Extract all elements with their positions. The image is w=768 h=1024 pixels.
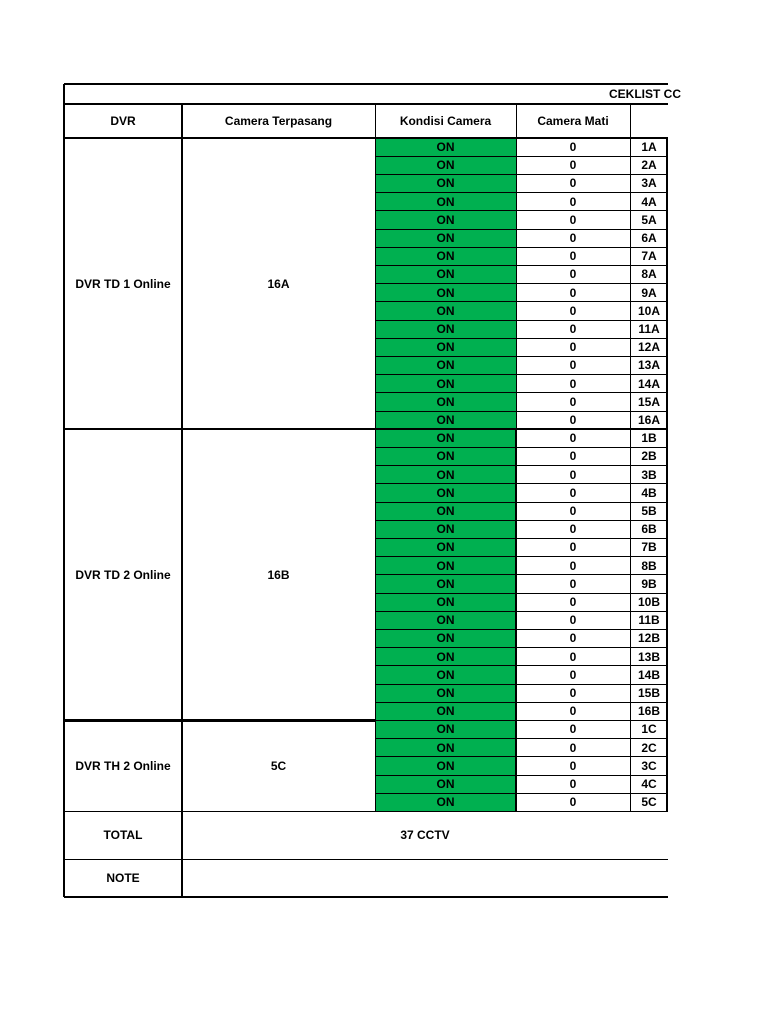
camera-id: 9B (641, 576, 657, 591)
camera-id: 4B (641, 485, 657, 500)
camera-status: ON (375, 684, 516, 702)
camera-id: 14B (637, 667, 660, 682)
camera-dead-count: 0 (569, 303, 577, 318)
camera-installed-count: 16A (267, 276, 290, 291)
grid-line (375, 283, 668, 284)
grid-line (64, 428, 375, 430)
camera-dead-count: 0 (569, 686, 577, 701)
camera-dead-count: 0 (569, 249, 577, 264)
camera-id: 11B (638, 613, 660, 628)
camera-id: 4A (641, 194, 657, 209)
camera-id: 16A (637, 413, 660, 428)
camera-status: ON (375, 411, 516, 429)
camera-dead-count: 0 (569, 231, 577, 246)
grid-line (375, 793, 668, 794)
camera-status: ON (375, 666, 516, 684)
total-label: TOTAL (103, 828, 143, 843)
camera-dead-count: 0 (569, 158, 577, 173)
grid-line (375, 684, 668, 685)
camera-dead-count: 0 (569, 595, 577, 610)
camera-status: ON (375, 174, 516, 192)
camera-id: 11A (638, 322, 660, 337)
grid-line (375, 210, 668, 211)
grid-line (375, 538, 668, 539)
camera-dead-count: 0 (569, 413, 577, 428)
grid-line (375, 593, 668, 594)
camera-id: 6A (641, 231, 657, 246)
camera-id: 6B (641, 522, 657, 537)
camera-dead-count: 0 (569, 795, 577, 810)
grid-line (375, 720, 668, 722)
camera-id: 1C (641, 722, 657, 737)
grid-line (375, 611, 668, 612)
grid-line (64, 83, 668, 85)
grid-line (666, 138, 668, 811)
total-value: 37 CCTV (400, 828, 450, 843)
camera-dead-count: 0 (569, 212, 577, 227)
camera-id: 12B (637, 631, 660, 646)
camera-dead-count: 0 (569, 740, 577, 755)
header-dvr: DVR (110, 114, 136, 128)
grid-line (64, 719, 375, 722)
camera-dead-count: 0 (569, 576, 577, 591)
camera-id: 10A (637, 303, 660, 318)
grid-line (64, 811, 668, 813)
camera-status: ON (375, 739, 516, 757)
camera-dead-count: 0 (569, 176, 577, 191)
camera-status: ON (375, 520, 516, 538)
grid-line (375, 392, 668, 393)
camera-id: 7B (641, 540, 657, 555)
grid-line (375, 192, 668, 193)
grid-line (375, 775, 668, 776)
camera-id: 16B (637, 704, 660, 719)
camera-status: ON (375, 484, 516, 502)
grid-line (375, 229, 668, 230)
grid-line (375, 665, 668, 666)
note-value (182, 859, 668, 897)
camera-status: ON (375, 757, 516, 775)
camera-id: 5A (641, 212, 657, 227)
camera-id: 7A (641, 249, 657, 264)
camera-dead-count: 0 (569, 631, 577, 646)
camera-status: ON (375, 284, 516, 302)
grid-line (630, 104, 631, 811)
grid-line (375, 265, 668, 266)
grid-line (64, 137, 668, 139)
camera-status: ON (375, 793, 516, 811)
camera-status: ON (375, 775, 516, 793)
dvr-name: DVR TD 1 Online (75, 276, 171, 291)
camera-status: ON (375, 193, 516, 211)
grid-line (375, 629, 668, 630)
camera-status: ON (375, 502, 516, 520)
grid-line (375, 502, 668, 503)
camera-status: ON (375, 611, 516, 629)
camera-status: ON (375, 447, 516, 465)
camera-dead-count: 0 (569, 777, 577, 792)
camera-dead-count: 0 (569, 667, 577, 682)
grid-line (64, 859, 668, 861)
camera-status: ON (375, 356, 516, 374)
camera-dead-count: 0 (569, 322, 577, 337)
camera-dead-count: 0 (569, 540, 577, 555)
grid-line (375, 411, 668, 412)
grid-line (375, 374, 668, 375)
header-camera-id (630, 104, 668, 138)
camera-id: 4C (641, 777, 657, 792)
camera-status: ON (375, 702, 516, 720)
camera-dead-count: 0 (569, 758, 577, 773)
grid-line (375, 556, 668, 557)
camera-status: ON (375, 211, 516, 229)
camera-id: 3B (641, 467, 657, 482)
note-label: NOTE (106, 871, 140, 886)
header-kondisi-camera: Kondisi Camera (399, 114, 492, 128)
camera-status: ON (375, 320, 516, 338)
grid-line (375, 104, 376, 811)
camera-id: 1A (641, 140, 657, 155)
grid-line (375, 483, 668, 484)
grid-line (375, 156, 668, 157)
camera-status: ON (375, 247, 516, 265)
camera-id: 8B (641, 558, 657, 573)
grid-line (375, 647, 668, 648)
sheet-title-row (64, 84, 681, 104)
camera-id: 9A (641, 285, 657, 300)
camera-id: 12A (637, 340, 660, 355)
camera-id: 14A (637, 376, 660, 391)
camera-dead-count: 0 (569, 285, 577, 300)
grid-line (375, 702, 668, 703)
camera-dead-count: 0 (569, 704, 577, 719)
camera-status: ON (375, 593, 516, 611)
camera-id: 13A (637, 358, 660, 373)
header-camera-terpasang: Camera Terpasang (224, 114, 333, 128)
camera-status: ON (375, 575, 516, 593)
camera-id: 3A (641, 176, 657, 191)
camera-id: 13B (637, 649, 660, 664)
camera-status: ON (375, 393, 516, 411)
grid-line (375, 465, 668, 466)
grid-line (375, 738, 668, 739)
camera-status: ON (375, 138, 516, 156)
camera-status: ON (375, 375, 516, 393)
grid-line (375, 520, 668, 521)
sheet-title: CEKLIST CC (609, 87, 681, 101)
camera-status: ON (375, 557, 516, 575)
camera-id: 5B (641, 504, 657, 519)
camera-dead-count: 0 (569, 485, 577, 500)
grid-line (375, 447, 668, 448)
header-camera-mati: Camera Mati (537, 114, 609, 128)
camera-status: ON (375, 538, 516, 556)
camera-dead-count: 0 (569, 522, 577, 537)
camera-status: ON (375, 156, 516, 174)
camera-dead-count: 0 (569, 340, 577, 355)
camera-status: ON (375, 229, 516, 247)
grid-line (375, 247, 668, 248)
camera-status: ON (375, 429, 516, 447)
camera-installed-count: 5C (270, 758, 287, 773)
camera-dead-count: 0 (569, 558, 577, 573)
camera-installed-count: 16B (267, 567, 290, 582)
camera-id: 15A (637, 394, 660, 409)
camera-dead-count: 0 (569, 613, 577, 628)
grid-line (63, 84, 65, 897)
camera-id: 2B (641, 449, 657, 464)
grid-line (64, 103, 668, 105)
camera-status: ON (375, 338, 516, 356)
camera-id: 3C (641, 758, 657, 773)
checklist-sheet (64, 84, 681, 904)
camera-dead-count: 0 (569, 267, 577, 282)
dvr-name: DVR TH 2 Online (75, 758, 171, 773)
camera-dead-count: 0 (569, 467, 577, 482)
camera-dead-count: 0 (569, 140, 577, 155)
grid-line (181, 104, 183, 897)
camera-id: 2A (641, 158, 657, 173)
camera-dead-count: 0 (569, 649, 577, 664)
camera-status: ON (375, 265, 516, 283)
grid-line (375, 428, 668, 430)
camera-status: ON (375, 648, 516, 666)
camera-dead-count: 0 (569, 431, 577, 446)
grid-line (375, 356, 668, 357)
grid-line (375, 174, 668, 175)
camera-id: 2C (641, 740, 657, 755)
camera-dead-count: 0 (569, 194, 577, 209)
grid-line (375, 301, 668, 302)
camera-id: 8A (641, 267, 657, 282)
grid-line (375, 338, 668, 339)
grid-line (515, 429, 517, 811)
dvr-name: DVR TD 2 Online (75, 567, 171, 582)
camera-status: ON (375, 466, 516, 484)
camera-status: ON (375, 720, 516, 738)
camera-status: ON (375, 629, 516, 647)
grid-line (375, 574, 668, 575)
camera-id: 1B (641, 431, 657, 446)
camera-dead-count: 0 (569, 358, 577, 373)
grid-line (64, 896, 668, 898)
camera-status: ON (375, 302, 516, 320)
camera-id: 15B (637, 686, 660, 701)
camera-id: 5C (641, 795, 657, 810)
grid-line (375, 756, 668, 757)
camera-dead-count: 0 (569, 722, 577, 737)
camera-dead-count: 0 (569, 504, 577, 519)
camera-dead-count: 0 (569, 449, 577, 464)
camera-dead-count: 0 (569, 376, 577, 391)
grid-line (375, 320, 668, 321)
camera-dead-count: 0 (569, 394, 577, 409)
camera-id: 10B (637, 595, 660, 610)
